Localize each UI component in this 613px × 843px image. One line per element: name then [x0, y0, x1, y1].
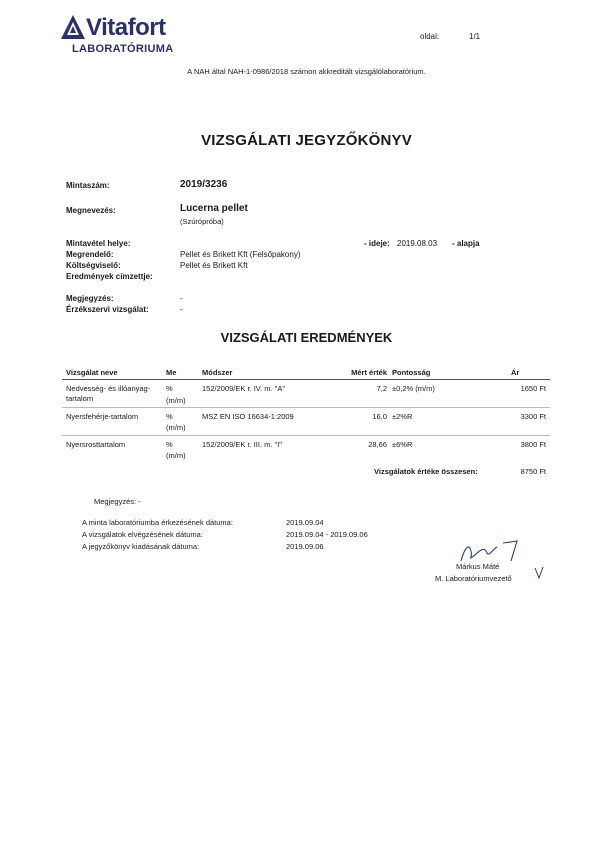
- col-measured: Mért érték: [351, 368, 387, 377]
- row1-price: 1650 Ft: [520, 384, 546, 393]
- sampling-basis-label: - alapja: [452, 239, 480, 248]
- recipient-label: Eredmények címzettje:: [66, 272, 153, 281]
- sampling-date-label: - ideje:: [364, 239, 390, 248]
- col-name: Vizsgálat neve: [66, 368, 118, 377]
- logo-triangle-icon: [60, 14, 86, 40]
- sample-number: 2019/3236: [180, 179, 228, 190]
- row1-accuracy: ±0,2% (m/m): [392, 384, 435, 393]
- row3-price: 3800 Ft: [520, 440, 546, 449]
- initial-mark-icon: [533, 566, 545, 580]
- row-rule: [62, 435, 550, 436]
- row3-measured: 28,66: [368, 440, 387, 449]
- test-dates-label: A vizsgálatok elvégzésének dátuma:: [82, 530, 203, 539]
- col-method: Módszer: [202, 368, 233, 377]
- payer-label: Költségviselő:: [66, 261, 121, 270]
- client: Pellet és Brikett Kft (Felsőpakony): [180, 250, 301, 259]
- sensory: -: [180, 305, 183, 314]
- client-label: Megrendelő:: [66, 250, 114, 259]
- page-number: 1/1: [469, 32, 481, 41]
- row3-unit: %: [166, 440, 173, 449]
- signer-name: Márkus Máté: [456, 562, 500, 571]
- sensory-label: Érzékszervi vizsgálat:: [66, 305, 149, 314]
- signature-icon: [455, 537, 525, 565]
- row2-name: Nyersfehérje-tartalom: [66, 412, 139, 421]
- row2-unit: %: [166, 412, 173, 421]
- row1-measured: 7,2: [376, 384, 387, 393]
- row1-method: 152/2009/EK r. IV. m. "A": [202, 384, 286, 393]
- row-rule: [62, 407, 550, 408]
- results-title: VIZSGÁLATI EREDMÉNYEK: [220, 330, 393, 345]
- row2-measured: 16,0: [372, 412, 387, 421]
- row1-unit-sub: (m/m): [166, 396, 186, 405]
- accreditation-text: A NAH által NAH-1-0986/2018 számon akkreditált vizsgálólaboratórium.: [187, 67, 426, 76]
- sampling-place-label: Mintavétel helye:: [66, 239, 131, 248]
- col-unit: Me: [166, 368, 177, 377]
- issue-date: 2019.09.06: [286, 542, 324, 551]
- row2-price: 3300 Ft: [520, 412, 546, 421]
- total-value: 8750 Ft: [520, 467, 546, 476]
- sample-name-sub: (Szúrópróba): [180, 217, 224, 226]
- remark-label: Megjegyzés:: [66, 294, 114, 303]
- logo-subtitle: LABORATÓRIUMA: [72, 43, 174, 55]
- row3-name: Nyersrosttartalom: [66, 440, 126, 449]
- test-dates: 2019.09.04 - 2019.09.06: [286, 530, 368, 539]
- page-label: oldal:: [420, 32, 440, 41]
- logo-name: Vitafort: [86, 14, 166, 41]
- signer-title: M. Laboratóriumvezető: [435, 574, 512, 583]
- row2-method: MSZ EN ISO 16634-1:2009: [202, 412, 294, 421]
- remark: -: [180, 294, 183, 303]
- col-accuracy: Pontosság: [392, 368, 431, 377]
- row1-name: Nedvesség- és illóanyag-: [66, 384, 151, 393]
- row2-unit-sub: (m/m): [166, 423, 186, 432]
- sample-number-label: Mintaszám:: [66, 181, 110, 190]
- sample-name-label: Megnevezés:: [66, 206, 116, 215]
- arrival-date-label: A minta laboratóriumba érkezésének dátuma:: [82, 518, 233, 527]
- arrival-date: 2019.09.04: [286, 518, 324, 527]
- col-price: Ár: [511, 368, 520, 377]
- payer: Pellet és Brikett Kft: [180, 261, 248, 270]
- sample-name: Lucerna pellet: [180, 203, 248, 214]
- row3-method: 152/2009/EK r. III. m. "I": [202, 440, 282, 449]
- row1-unit: %: [166, 384, 173, 393]
- sampling-date: 2019.08.03: [397, 239, 438, 248]
- row1-name-cont: tartalom: [66, 394, 94, 403]
- total-label: Vizsgálatok értéke összesen:: [374, 467, 478, 476]
- row3-unit-sub: (m/m): [166, 451, 186, 460]
- footer-note: Megjegyzés: -: [94, 497, 141, 506]
- issue-date-label: A jegyzőkönyv kiadásának dátuma:: [82, 542, 200, 551]
- document-title: VIZSGÁLATI JEGYZŐKÖNYV: [201, 132, 412, 149]
- row2-accuracy: ±2%R: [392, 412, 413, 421]
- header-rule: [62, 379, 550, 380]
- row3-accuracy: ±6%R: [392, 440, 413, 449]
